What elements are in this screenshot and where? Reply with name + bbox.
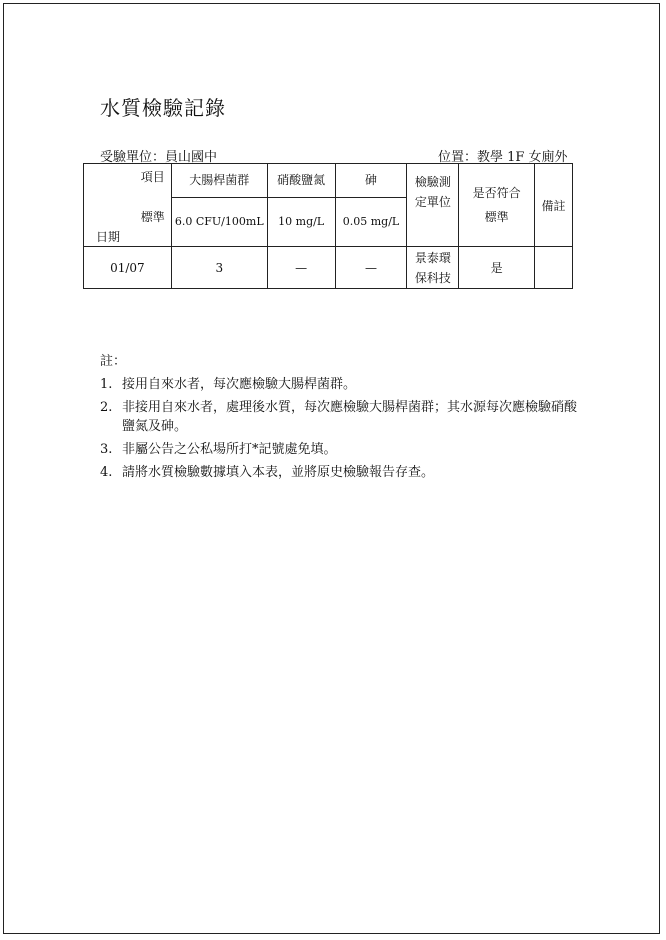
cell-remark — [535, 247, 573, 289]
location: 位置：教學 1F 女廁外 — [438, 150, 568, 165]
notes-section — [100, 350, 592, 482]
inspected-unit: 受驗單位：員山國中 — [100, 150, 218, 165]
header-nitrate: 硝酸鹽氮 10 mg/L — [267, 164, 335, 247]
header-remark: 備註 — [535, 164, 573, 247]
cell-lab-unit: 景泰環 保科技 — [407, 247, 459, 289]
table-row — [84, 247, 573, 289]
header-lab-unit: 檢驗測 定單位 — [407, 164, 459, 247]
page-title: 水質檢驗記錄 — [100, 96, 226, 120]
cell-date: 01/07 — [84, 247, 172, 289]
standard-arsenic: 0.05 mg/L — [336, 197, 407, 246]
notes-label: 註： — [100, 354, 127, 369]
list-item: 3. 非屬公告之公私場所打*記號處免填。 — [100, 442, 337, 457]
cell-conform: 是 — [459, 247, 535, 289]
corner-item-label: 項目 — [140, 170, 165, 184]
cell-arsenic: — — [335, 247, 407, 289]
standard-coliform: 6.0 CFU/100mL — [172, 197, 267, 246]
header-conform: 是否符合 標準 — [459, 164, 535, 247]
cell-nitrate: — — [267, 247, 335, 289]
corner-header-cell — [84, 164, 172, 247]
list-item: 1. 接用自來水者，每次應檢驗大腸桿菌群。 — [100, 377, 357, 392]
cell-coliform: 3 — [171, 247, 267, 289]
corner-date-label: 日期 — [96, 230, 121, 244]
header-coliform: 大腸桿菌群 6.0 CFU/100mL — [171, 164, 267, 247]
corner-standard-label: 標準 — [140, 210, 165, 224]
record-table — [83, 163, 573, 289]
list-item: 4. 請將水質檢驗數據填入本表，並將原史檢驗報告存查。 — [100, 465, 435, 480]
header-arsenic: 砷 0.05 mg/L — [335, 164, 407, 247]
standard-nitrate: 10 mg/L — [268, 197, 335, 246]
list-item: 2. 非接用自來水者，處理後水質，每次應檢驗大腸桿菌群；其水源每次應檢驗硝酸鹽氮及砷。 — [100, 400, 578, 434]
